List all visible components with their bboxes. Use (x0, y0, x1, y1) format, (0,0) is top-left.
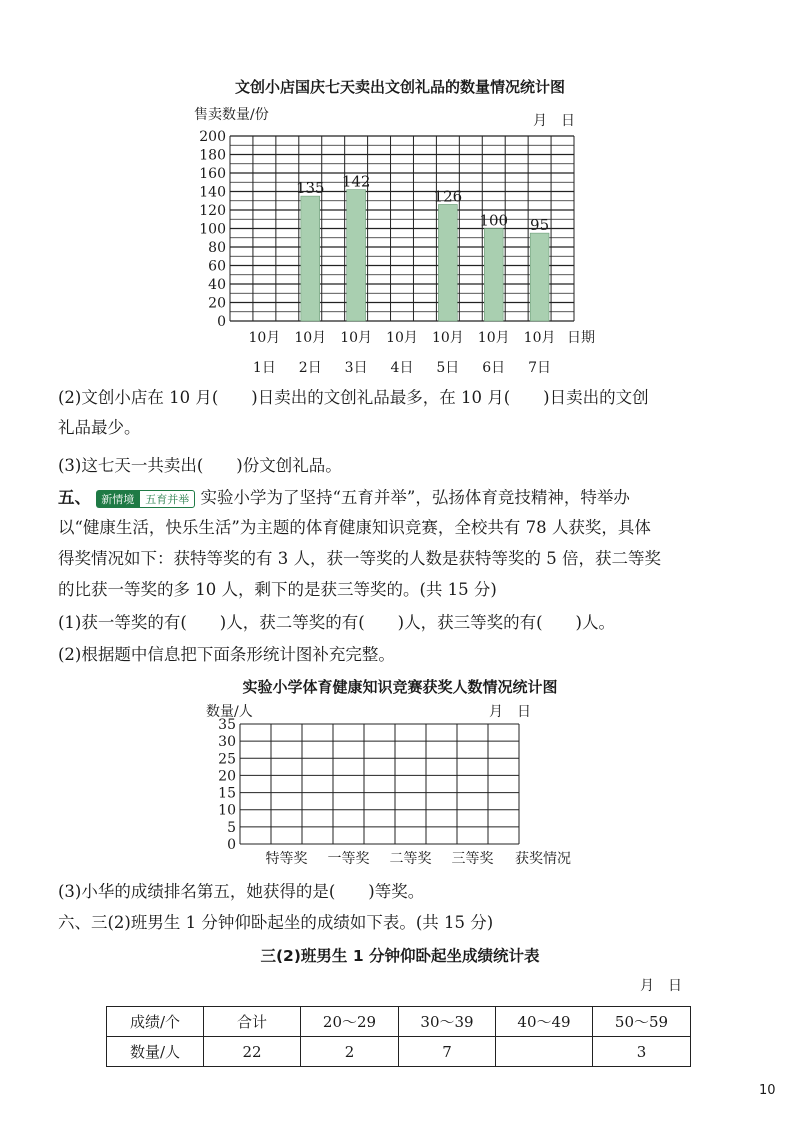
new-scenario-tag: 新情境 (96, 490, 139, 508)
table-blank-cell[interactable] (496, 1037, 593, 1067)
chart1-grid (230, 136, 574, 321)
table-cell: 3 (593, 1037, 691, 1067)
chart1-value-label: 142 (341, 172, 371, 191)
chart2-ytick-label: 5 (227, 819, 236, 836)
chart1-ytick-label: 100 (199, 221, 226, 238)
chart2-date-label: 月 日 (489, 704, 531, 720)
chart1-bar (484, 229, 503, 322)
chart1-day-label: 1日 (252, 360, 276, 376)
chart1-date-label: 月 日 (533, 113, 575, 129)
chart1-ytick-label: 0 (217, 314, 226, 330)
chart1-day-label: 7日 (528, 360, 552, 376)
chart1-day-label: 3日 (344, 360, 368, 376)
chart1-ytick-label: 80 (208, 240, 226, 256)
chart1-value-label: 126 (433, 187, 463, 206)
chart2-ytick-label: 25 (218, 751, 236, 768)
chart1-month-label: 10月 (386, 330, 418, 346)
chart1-xaxis-label: 日期 (567, 330, 595, 346)
chart1-ytick-label: 140 (199, 184, 226, 201)
q6-table-title: 三(2)班男生 1 分钟仰卧起坐成绩统计表 (260, 947, 540, 965)
table-header-cell: 合计 (204, 1007, 301, 1037)
chart1-value-label: 95 (530, 216, 550, 235)
topic-tag: 五育并举 (139, 490, 195, 508)
chart1-bar (438, 204, 457, 321)
q3-line: (3)这七天一共卖出( )份文创礼品。 (58, 456, 342, 475)
chart2-ytick-label: 10 (218, 802, 236, 819)
q2-line1: (2)文创小店在 10 月( )日卖出的文创礼品最多，在 10 月( )日卖出的文创 (58, 388, 649, 407)
table-cell: 数量/人 (107, 1037, 204, 1067)
chart2-category-label: 二等奖 (389, 851, 432, 867)
chart1-value-label: 135 (295, 179, 325, 198)
chart1-bar (530, 233, 549, 321)
chart2-ytick-label: 0 (227, 837, 236, 853)
chart2-category-label: 三等奖 (451, 851, 494, 867)
q5-heading (58, 484, 630, 508)
chart1-ylabel: 售卖数量/份 (194, 107, 269, 123)
q5-sub1: (1)获一等奖的有( )人，获二等奖的有( )人，获三等奖的有( )人。 (58, 613, 615, 632)
q5-sub2: (2)根据题中信息把下面条形统计图补充完整。 (58, 645, 395, 664)
chart2-ytick-label: 20 (218, 768, 236, 785)
q5-line1: 实验小学为了坚持“五育并举”，弘扬体育竞技精神，特举办 (200, 488, 630, 507)
table-header-cell: 20～29 (301, 1007, 399, 1037)
table-header-cell: 成绩/个 (107, 1007, 204, 1037)
chart2-svg (200, 718, 530, 868)
chart1-value-label: 100 (479, 211, 509, 230)
chart2-category-label: 特等奖 (265, 851, 308, 867)
table-cell: 7 (399, 1037, 496, 1067)
page-number: 10 (759, 1083, 776, 1098)
chart1-ytick-label: 60 (208, 258, 226, 275)
chart2-xaxis-label: 获奖情况 (515, 851, 571, 867)
chart1-month-label: 10月 (294, 330, 327, 346)
chart1-day-label: 6日 (482, 360, 506, 376)
q5-sub3: (3)小华的成绩排名第五，她获得的是( )等奖。 (58, 882, 425, 901)
chart2-ytick-label: 30 (218, 734, 236, 751)
chart2-ytick-label: 15 (218, 785, 236, 802)
table-cell: 22 (204, 1037, 301, 1067)
table-header-cell: 30～39 (399, 1007, 496, 1037)
chart1-day-label: 5日 (436, 360, 460, 376)
chart1-day-label: 4日 (390, 360, 414, 376)
q6-line1: 六、三(2)班男生 1 分钟仰卧起坐的成绩如下表。(共 15 分) (58, 913, 494, 932)
chart1-ytick-label: 40 (208, 277, 226, 293)
chart1-ytick-label: 160 (199, 166, 226, 182)
chart1-month-label: 10月 (431, 330, 464, 346)
table-header-cell: 40～49 (496, 1007, 593, 1037)
table-header-row (107, 1007, 691, 1037)
chart1-month-label: 10月 (477, 330, 510, 346)
q2-line2: 礼品最少。 (58, 418, 141, 437)
table-cell: 2 (301, 1037, 399, 1067)
chart2-ytick-label: 35 (218, 718, 236, 733)
chart2-grid (240, 724, 519, 844)
score-table (106, 1006, 691, 1067)
table-row (107, 1037, 691, 1067)
chart1-day-label: 2日 (298, 360, 322, 376)
chart1-title: 文创小店国庆七天卖出文创礼品的数量情况统计图 (234, 78, 565, 96)
chart1-ytick-label: 180 (199, 147, 226, 164)
chart1-bar (301, 196, 320, 321)
q6-date-label: 月 日 (640, 978, 682, 994)
chart2-title: 实验小学体育健康知识竞赛获奖人数情况统计图 (242, 678, 558, 696)
chart1-ytick-label: 200 (199, 129, 226, 145)
chart1-bar (347, 190, 366, 321)
chart1-month-label: 10月 (340, 330, 373, 346)
chart1-ytick-label: 120 (199, 203, 226, 219)
chart2-ylabel: 数量/人 (206, 704, 253, 720)
chart1-month-label: 10月 (523, 330, 556, 346)
table-header-cell: 50～59 (593, 1007, 691, 1037)
q5-number: 五、 (58, 488, 91, 507)
chart2-category-label: 一等奖 (327, 851, 370, 867)
chart1-month-label: 10月 (248, 330, 281, 346)
q5-line4: 的比获一等奖的多 10 人，剩下的是获三等奖的。(共 15 分) (58, 580, 497, 599)
chart1-ytick-label: 20 (208, 295, 226, 312)
q5-line3: 得奖情况如下：获特等奖的有 3 人，获一等奖的人数是获特等奖的 5 倍，获二等奖 (58, 549, 661, 568)
q5-line2: 以“健康生活，快乐生活”为主题的体育健康知识竞赛，全校共有 78 人获奖，具体 (58, 518, 651, 537)
